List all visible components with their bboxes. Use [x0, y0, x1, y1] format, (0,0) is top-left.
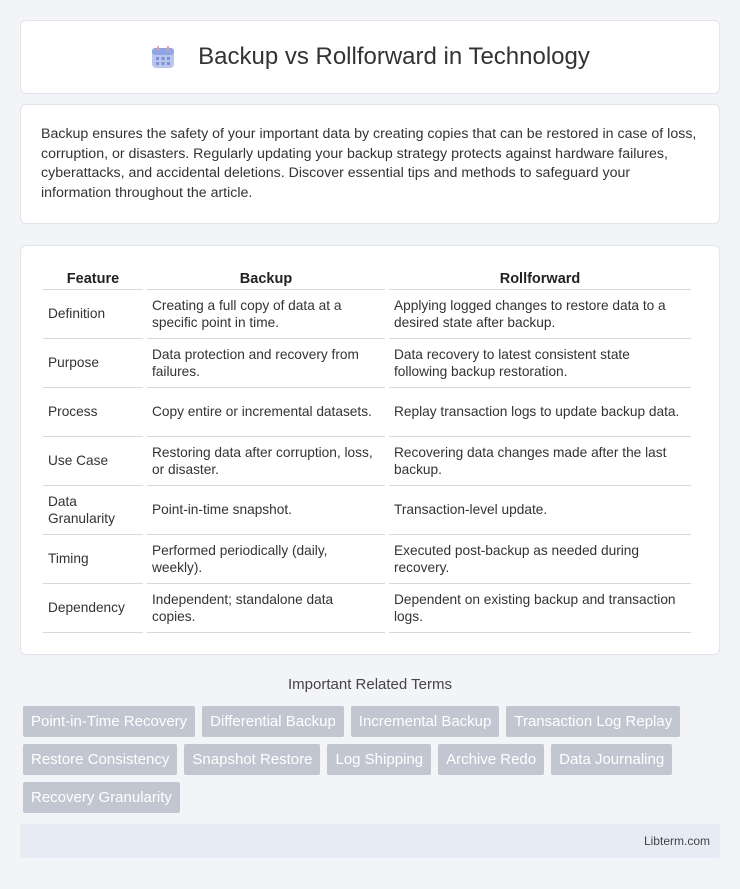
backup-cell: Point-in-time snapshot. — [147, 486, 385, 535]
related-term-tag[interactable]: Transaction Log Replay — [506, 706, 680, 737]
table-header-row — [43, 266, 691, 290]
intro-text: Backup ensures the safety of your important data by creating copies that can be restored in case of loss, corruption, or disasters. Regularly updating your backup strategy protects against hardware failures, cyberattacks, and accidental deletions. Discover essential tips and methods to safeguard your information throughout the article. — [41, 126, 697, 201]
feature-cell: Definition — [43, 290, 143, 339]
page-title: Backup vs Rollforward in Technology — [198, 43, 590, 70]
related-term-tag[interactable]: Snapshot Restore — [184, 744, 320, 775]
header-feature: Feature — [43, 266, 143, 290]
table-row — [43, 535, 691, 584]
footer-site-link[interactable]: Libterm.com — [643, 834, 710, 848]
related-term-tag[interactable]: Differential Backup — [202, 706, 344, 737]
rollforward-cell: Recovering data changes made after the last backup. — [389, 437, 691, 486]
backup-cell: Performed periodically (daily, weekly). — [147, 535, 385, 584]
feature-cell: Process — [43, 388, 143, 437]
rollforward-cell: Dependent on existing backup and transaction logs. — [389, 584, 691, 633]
comparison-table-card — [20, 245, 720, 655]
table-row — [43, 388, 691, 437]
rollforward-cell: Transaction-level update. — [389, 486, 691, 535]
related-term-tag[interactable]: Archive Redo — [438, 744, 544, 775]
table-row — [43, 339, 691, 388]
backup-cell: Creating a full copy of data at a specific point in time. — [147, 290, 385, 339]
header-rollforward: Rollforward — [389, 266, 691, 290]
related-term-tag[interactable]: Incremental Backup — [351, 706, 500, 737]
related-term-tag[interactable]: Point-in-Time Recovery — [23, 706, 195, 737]
rollforward-cell: Replay transaction logs to update backup data. — [389, 388, 691, 437]
related-term-tag[interactable]: Recovery Granularity — [23, 782, 180, 813]
rollforward-cell: Data recovery to latest consistent state following backup restoration. — [389, 339, 691, 388]
feature-cell: Dependency — [43, 584, 143, 633]
feature-cell: Purpose — [43, 339, 143, 388]
related-term-tag[interactable]: Restore Consistency — [23, 744, 177, 775]
feature-cell: Use Case — [43, 437, 143, 486]
calendar-icon — [150, 44, 176, 70]
header-card — [20, 20, 720, 94]
rollforward-cell: Executed post-backup as needed during recovery. — [389, 535, 691, 584]
table-row — [43, 486, 691, 535]
backup-cell: Independent; standalone data copies. — [147, 584, 385, 633]
intro-card — [20, 104, 720, 224]
table-row — [43, 584, 691, 633]
related-term-tag[interactable]: Log Shipping — [327, 744, 431, 775]
backup-cell: Copy entire or incremental datasets. — [147, 388, 385, 437]
related-term-tag[interactable]: Data Journaling — [551, 744, 672, 775]
backup-cell: Data protection and recovery from failures. — [147, 339, 385, 388]
header-backup: Backup — [147, 266, 385, 290]
feature-cell: Data Granularity — [43, 486, 143, 535]
backup-cell: Restoring data after corruption, loss, or disaster. — [147, 437, 385, 486]
feature-cell: Timing — [43, 535, 143, 584]
related-terms-title: Important Related Terms — [288, 676, 452, 693]
footer — [20, 824, 720, 858]
table-row — [43, 290, 691, 339]
table-row — [43, 437, 691, 486]
comparison-table — [39, 266, 695, 633]
rollforward-cell: Applying logged changes to restore data to a desired state after backup. — [389, 290, 691, 339]
related-terms-list — [23, 706, 723, 813]
